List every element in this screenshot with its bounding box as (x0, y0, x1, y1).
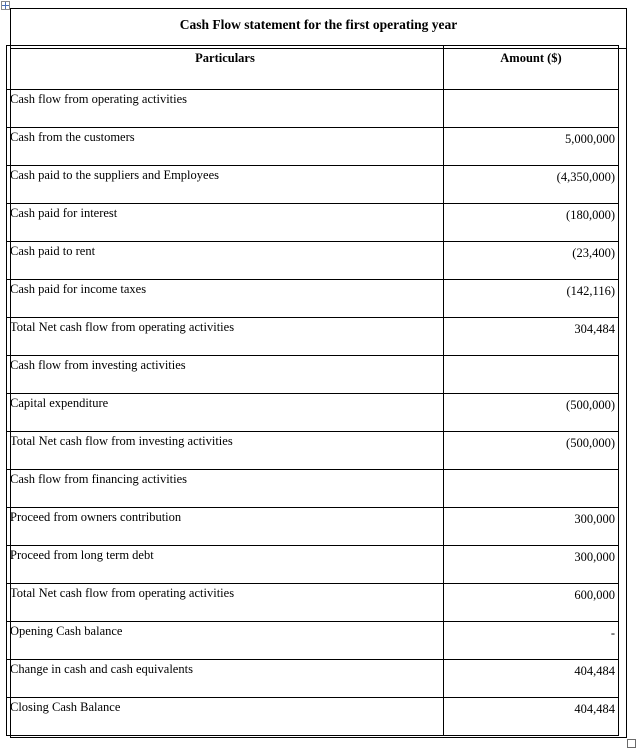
table-row (7, 432, 619, 470)
amount-cell: 304,484 (444, 318, 619, 356)
table-move-handle-icon[interactable] (1, 1, 10, 10)
amount-cell: (500,000) (444, 394, 619, 432)
table-row (7, 128, 619, 166)
particulars-cell: Cash paid for income taxes (7, 280, 444, 318)
amount-header: Amount ($) (444, 46, 619, 90)
particulars-cell: Total Net cash flow from investing activities (7, 432, 444, 470)
particulars-cell: Proceed from long term debt (7, 546, 444, 584)
particulars-cell: Total Net cash flow from operating activities (7, 318, 444, 356)
particulars-cell: Cash from the customers (7, 128, 444, 166)
table-row (7, 166, 619, 204)
table-row (7, 508, 619, 546)
table-row (7, 584, 619, 622)
particulars-cell: Cash paid to the suppliers and Employees (7, 166, 444, 204)
table-row (7, 204, 619, 242)
amount-cell: (4,350,000) (444, 166, 619, 204)
table-row (7, 90, 619, 128)
table-resize-handle-icon[interactable] (627, 739, 636, 748)
particulars-cell: Cash flow from financing activities (7, 470, 444, 508)
amount-cell: 5,000,000 (444, 128, 619, 166)
particulars-cell: Change in cash and cash equivalents (7, 660, 444, 698)
amount-cell: 300,000 (444, 546, 619, 584)
table-row (7, 470, 619, 508)
table-row (7, 622, 619, 660)
table-row (7, 280, 619, 318)
particulars-header: Particulars (7, 46, 444, 90)
amount-cell: (142,116) (444, 280, 619, 318)
amount-cell: 404,484 (444, 660, 619, 698)
particulars-cell: Capital expenditure (7, 394, 444, 432)
particulars-cell: Proceed from owners contribution (7, 508, 444, 546)
particulars-cell: Opening Cash balance (7, 622, 444, 660)
particulars-cell: Closing Cash Balance (7, 698, 444, 736)
amount-cell (444, 356, 619, 394)
particulars-cell: Cash paid for interest (7, 204, 444, 242)
particulars-cell: Cash flow from operating activities (7, 90, 444, 128)
amount-cell: (500,000) (444, 432, 619, 470)
amount-cell: (180,000) (444, 204, 619, 242)
amount-cell: 600,000 (444, 584, 619, 622)
table-row (7, 394, 619, 432)
table-row (7, 698, 619, 736)
table-row (7, 318, 619, 356)
amount-cell (444, 470, 619, 508)
header-row (7, 46, 619, 90)
amount-cell: 404,484 (444, 698, 619, 736)
table-row (7, 660, 619, 698)
particulars-cell: Cash flow from investing activities (7, 356, 444, 394)
cash-flow-table (6, 45, 619, 736)
particulars-cell: Total Net cash flow from operating activities (7, 584, 444, 622)
amount-cell: - (444, 622, 619, 660)
table-title: Cash Flow statement for the first operating year (11, 9, 626, 49)
amount-cell: (23,400) (444, 242, 619, 280)
amount-cell: 300,000 (444, 508, 619, 546)
table-row (7, 546, 619, 584)
particulars-cell: Cash paid to rent (7, 242, 444, 280)
amount-cell (444, 90, 619, 128)
table-row (7, 242, 619, 280)
table-row (7, 356, 619, 394)
